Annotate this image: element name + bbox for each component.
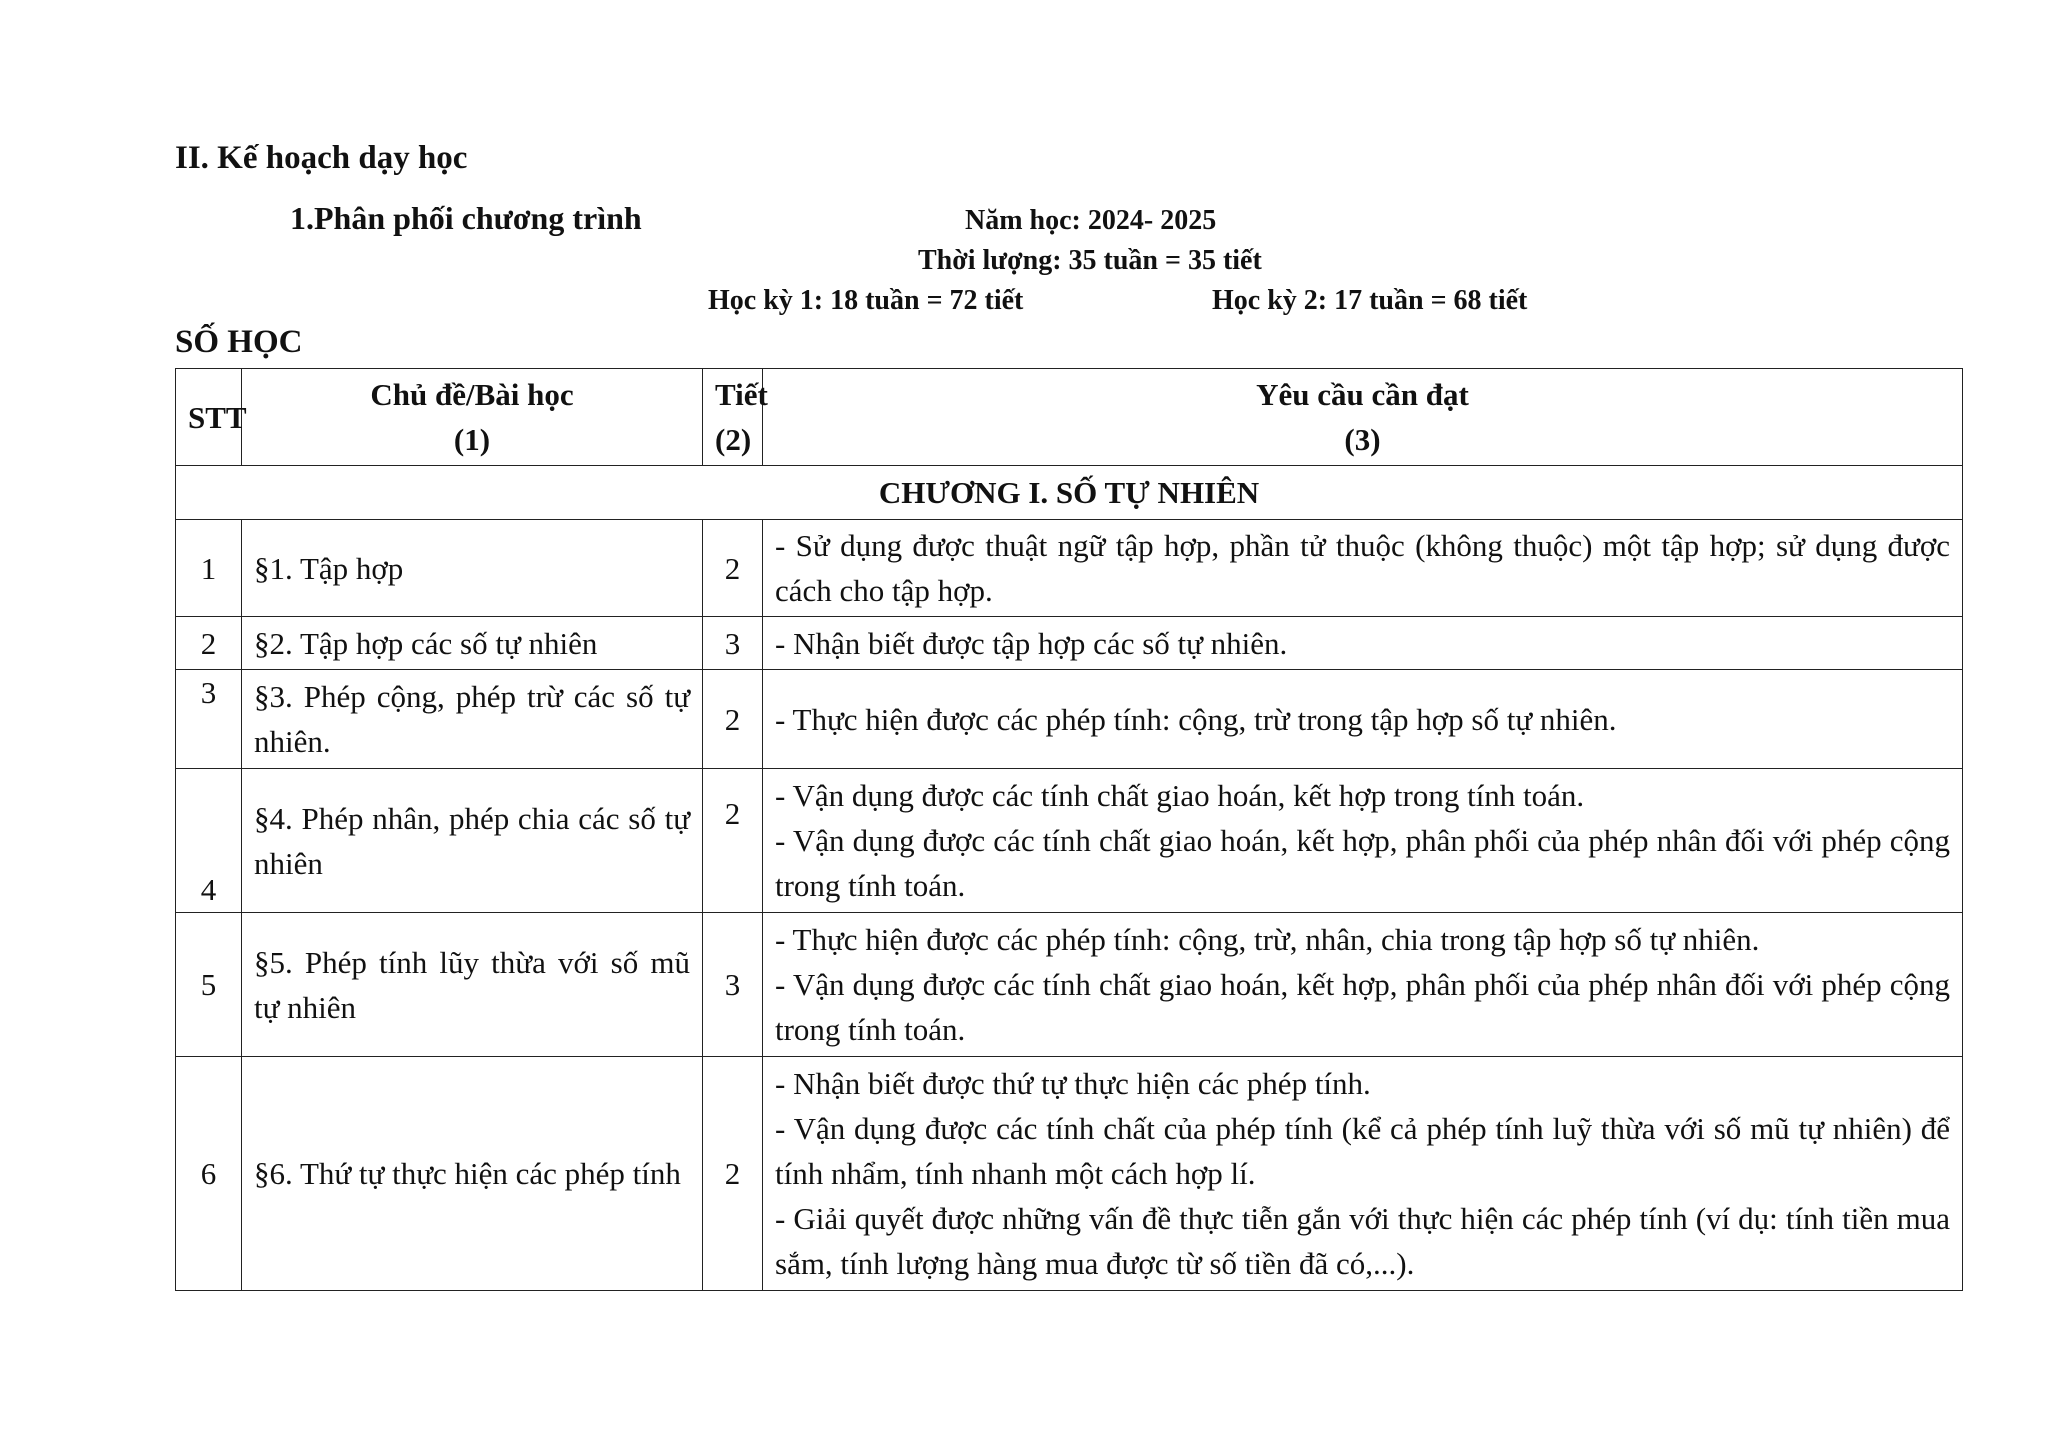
row-topic: §1. Tập hợp: [242, 520, 703, 617]
header-topic-num: (1): [453, 422, 491, 457]
row-requirements: [763, 670, 1963, 769]
subject-title: SỐ HỌC: [175, 324, 303, 360]
row-requirements: [763, 769, 1963, 913]
row-stt: 2: [176, 617, 242, 670]
requirement-item: - Vận dụng được các tính chất giao hoán, kết hợp trong tính toán.: [775, 778, 1585, 813]
row-topic: §3. Phép cộng, phép trừ các số tự nhiên.: [242, 670, 703, 769]
header-req-label: Yêu cầu cần đạt: [1256, 377, 1469, 412]
table-row: [176, 520, 1963, 617]
header-tiet-num: (2): [715, 422, 752, 457]
header-req-num: (3): [1344, 422, 1381, 457]
requirement-item: - Nhận biết được thứ tự thực hiện các phép tính.: [775, 1066, 1371, 1101]
requirement-item: - Vận dụng được các tính chất giao hoán, kết hợp, phân phối của phép nhân đối với phép cộng trong tính toán.: [775, 967, 1950, 1047]
chapter-row: [176, 466, 1963, 520]
row-requirements: [763, 1057, 1963, 1291]
row-stt: 3: [176, 670, 242, 769]
row-stt: 1: [176, 520, 242, 617]
row-requirements: [763, 617, 1963, 670]
table-row: [176, 913, 1963, 1057]
header-topic-label: Chủ đề/Bài học: [370, 377, 574, 412]
chapter-title: CHƯƠNG I. SỐ TỰ NHIÊN: [176, 466, 1963, 520]
term-2: Học kỳ 2: 17 tuần = 68 tiết: [1212, 285, 1528, 316]
requirement-item: - Vận dụng được các tính chất giao hoán, kết hợp, phân phối của phép nhân đối với phép cộng trong tính toán.: [775, 823, 1950, 903]
row-requirements: [763, 520, 1963, 617]
curriculum-table: [175, 368, 1963, 1291]
row-topic: §6. Thứ tự thực hiện các phép tính: [242, 1057, 703, 1291]
row-tiet: 2: [703, 670, 763, 769]
header-tiet: [703, 369, 768, 466]
requirement-item: - Vận dụng được các tính chất của phép tính (kể cả phép tính luỹ thừa với số mũ tự nhiên) để tính nhẩm, tính nhanh một cách hợp lí.: [775, 1111, 1950, 1191]
header-topic: [242, 369, 703, 466]
requirement-item: - Thực hiện được các phép tính: cộng, trừ, nhân, chia trong tập hợp số tự nhiên.: [775, 922, 1760, 957]
section-heading: II. Kế hoạch dạy học: [175, 140, 468, 176]
row-tiet: 2: [703, 1057, 763, 1291]
row-stt: 6: [176, 1057, 242, 1291]
subheading: 1.Phân phối chương trình: [290, 200, 642, 236]
row-requirements: [763, 913, 1963, 1057]
duration: Thời lượng: 35 tuần = 35 tiết: [918, 245, 1262, 276]
header-row: [176, 369, 1963, 466]
row-tiet: 3: [703, 617, 763, 670]
requirement-item: - Giải quyết được những vấn đề thực tiễn gắn với thực hiện các phép tính (ví dụ: tính tiền mua sắm, tính lượng hàng mua được từ số tiền đã có,...).: [775, 1201, 1950, 1281]
row-stt: 5: [176, 913, 242, 1057]
row-topic: §5. Phép tính lũy thừa với số mũ tự nhiên: [242, 913, 703, 1057]
header-req: [763, 369, 1963, 466]
table-row: [176, 617, 1963, 670]
requirement-item: - Thực hiện được các phép tính: cộng, trừ trong tập hợp số tự nhiên.: [775, 701, 1617, 737]
table-row: [176, 670, 1963, 769]
row-topic: §2. Tập hợp các số tự nhiên: [242, 617, 703, 670]
row-topic: §4. Phép nhân, phép chia các số tự nhiên: [242, 769, 703, 913]
table-row: [176, 769, 1963, 913]
row-tiet: 2: [703, 769, 763, 913]
requirement-item: - Sử dụng được thuật ngữ tập hợp, phần tử thuộc (không thuộc) một tập hợp; sử dụng được cách cho tập hợp.: [775, 528, 1950, 608]
school-year: Năm học: 2024- 2025: [965, 205, 1217, 236]
row-stt: 4: [176, 769, 242, 913]
row-tiet: 2: [703, 520, 763, 617]
header-stt: STT: [176, 369, 242, 466]
table-row: [176, 1057, 1963, 1291]
header-tiet-label: Tiết: [715, 377, 768, 412]
requirement-item: - Nhận biết được tập hợp các số tự nhiên.: [775, 625, 1288, 661]
term-1: Học kỳ 1: 18 tuần = 72 tiết: [708, 285, 1024, 316]
row-tiet: 3: [703, 913, 763, 1057]
